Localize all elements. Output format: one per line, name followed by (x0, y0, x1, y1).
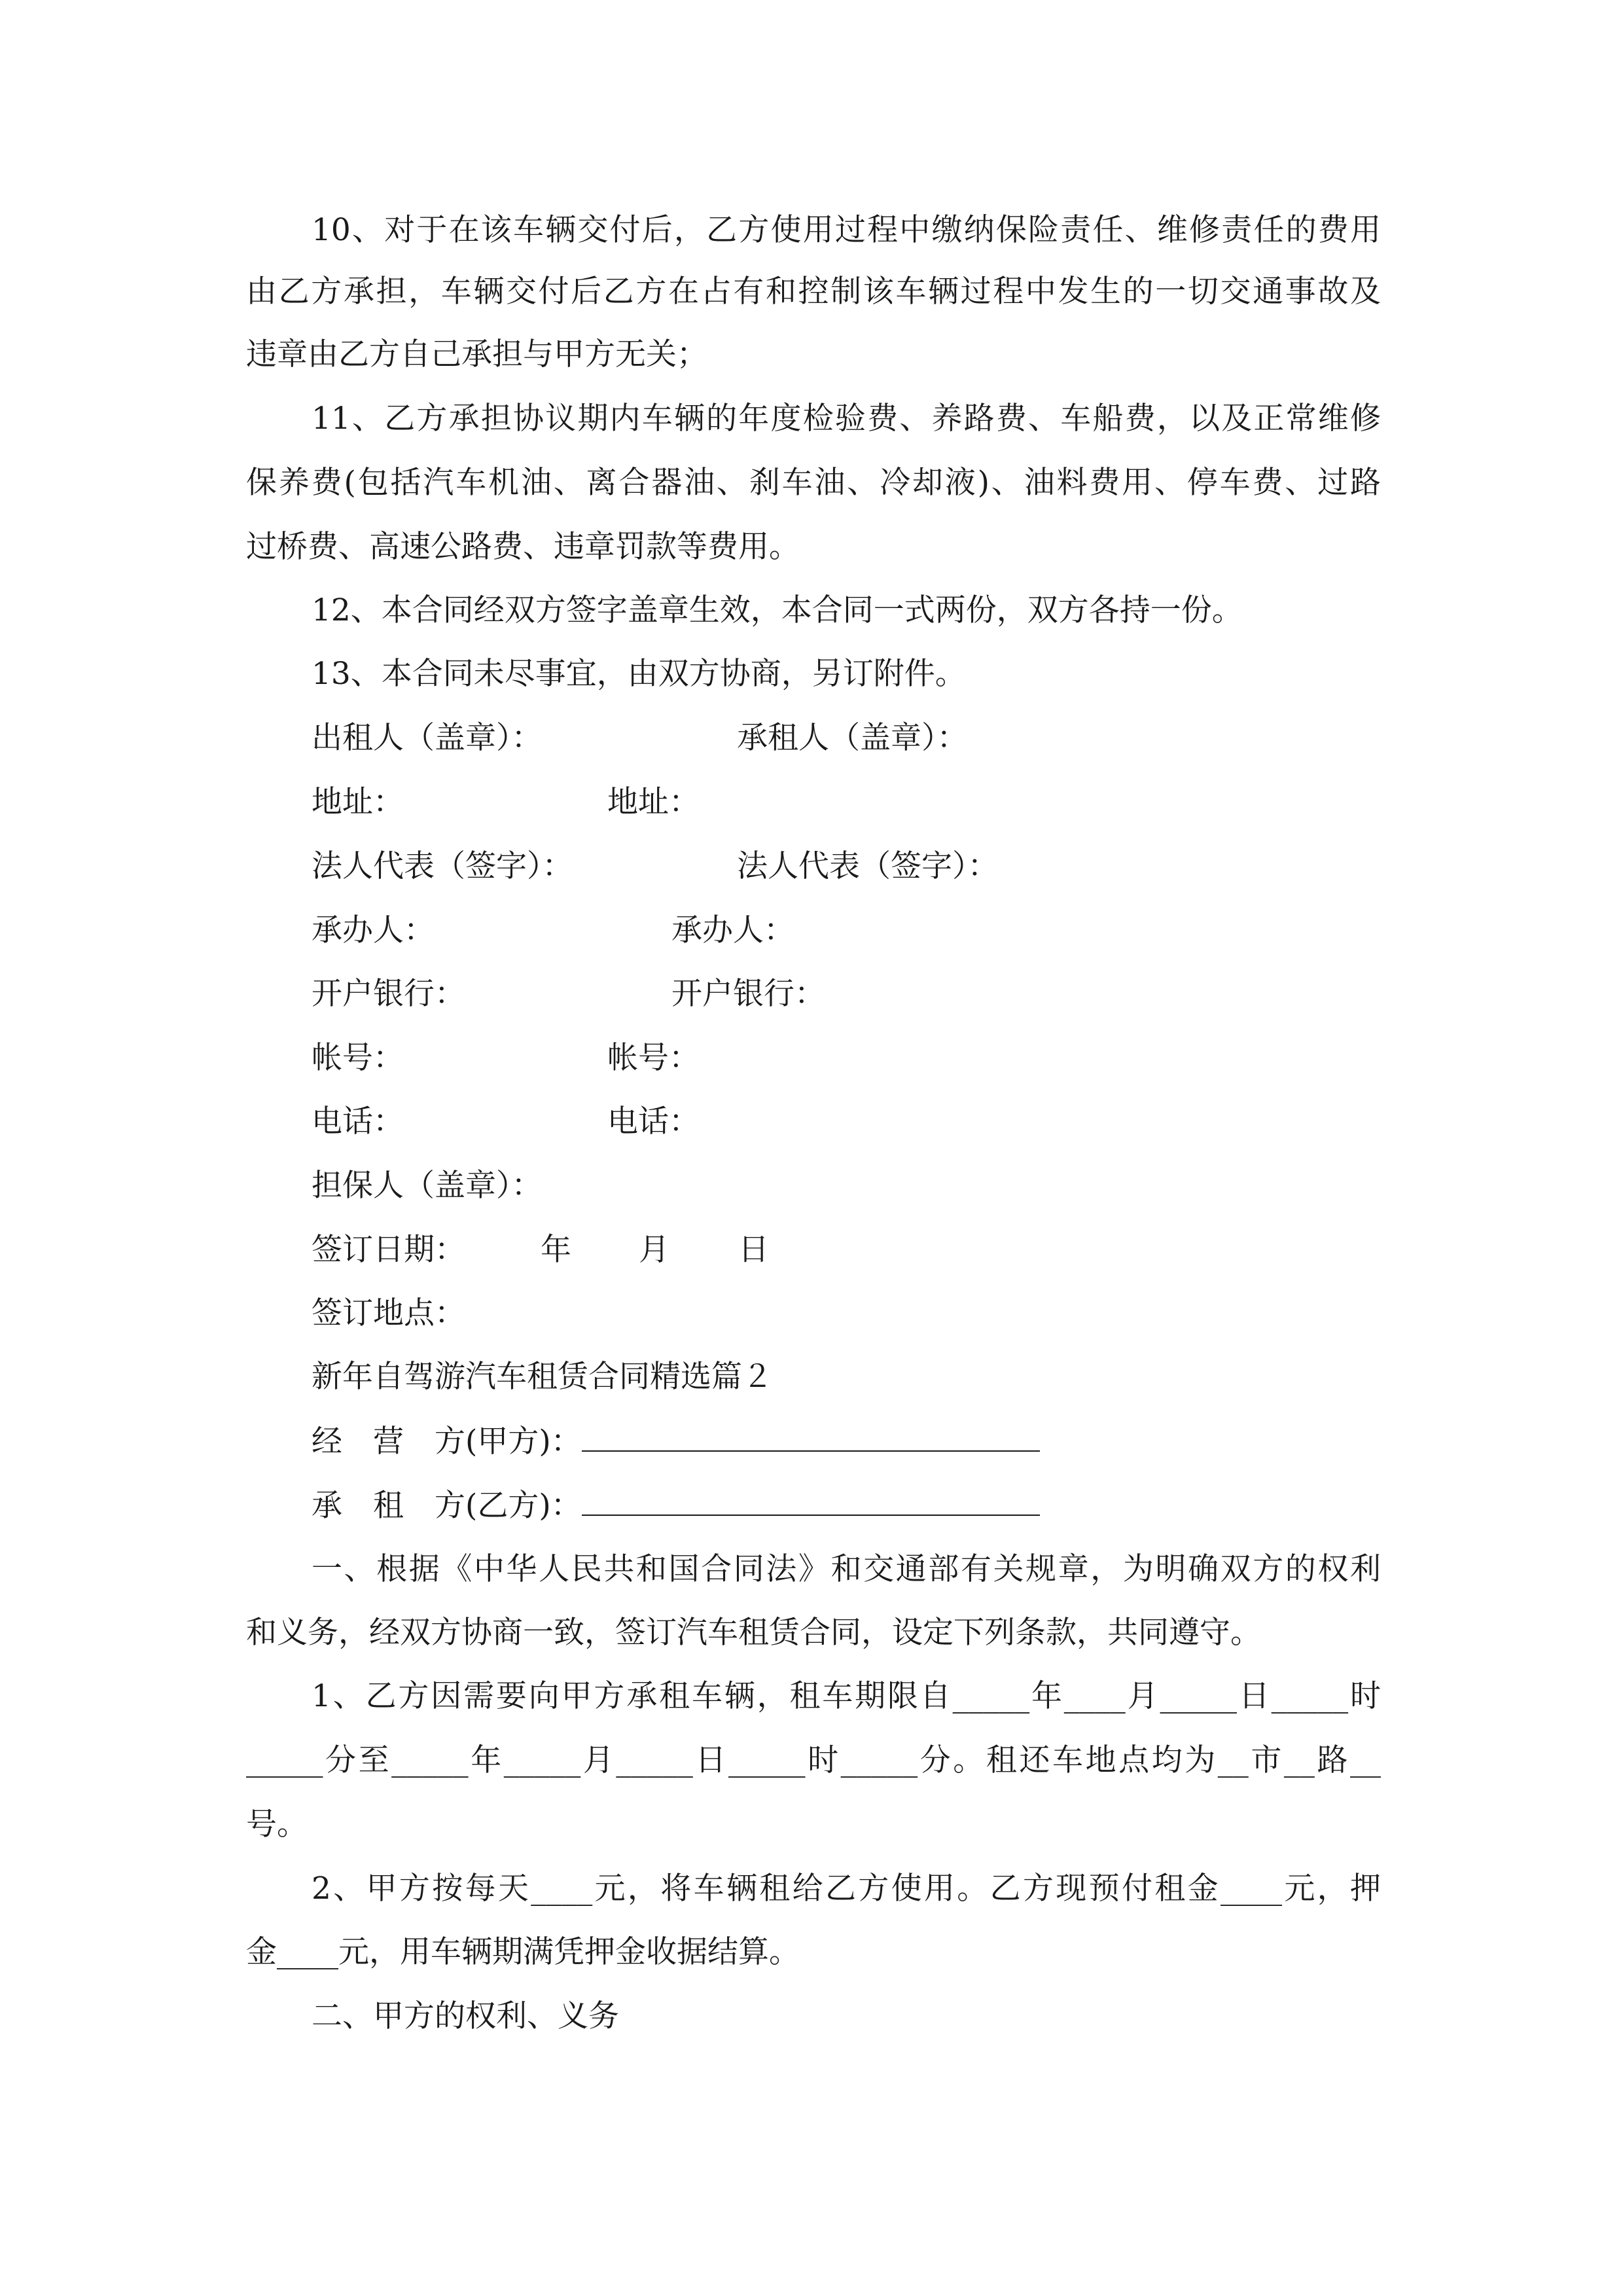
contract-2-intro-line-2: 和义务，经双方协商一致，签订汽车租赁合同，设定下列条款，共同遵守。 (246, 1615, 1261, 1651)
section-2-heading: 二、甲方的权利、义务 (312, 1998, 619, 2034)
contract-2-intro-line-1: 一、根据《中华人民共和国合同法》和交通部有关规章，为明确双方的权利 (312, 1551, 1381, 1587)
item-2-line-2: 金____元，用车辆期满凭押金收据结算。 (246, 1934, 800, 1970)
address-label-a: 地址： (312, 784, 404, 820)
bank-label-b: 开户银行： (671, 976, 825, 1012)
sign-date-label: 签订日期： (312, 1232, 465, 1268)
phone-label-b: 电话： (607, 1103, 700, 1139)
clause-11-line-3: 过桥费、高速公路费、违章罚款等费用。 (246, 529, 800, 565)
item-1-line-3: 号。 (246, 1806, 308, 1842)
lessee-seal-label: 承租人（盖章）： (737, 720, 968, 756)
item-1-line-2: _____分至_____年_____月_____日_____时_____分。租还车地点均为__市__路__ (246, 1742, 1381, 1778)
clause-13: 13、本合同未尽事宜，由双方协商，另订附件。 (312, 656, 966, 692)
clause-10-line-1: 10、对于在该车辆交付后，乙方使用过程中缴纳保险责任、维修责任的费用 (312, 212, 1381, 248)
operator-party-a-label: 经 营 方(甲方)： (312, 1424, 582, 1460)
phone-label-a: 电话： (312, 1103, 404, 1139)
legal-rep-label-b: 法人代表（签字）： (737, 848, 999, 884)
operator-party-a-row (312, 1422, 1040, 1462)
lessee-party-b-label: 承 租 方(乙方)： (312, 1488, 582, 1524)
bank-label-a: 开户银行： (312, 976, 465, 1012)
legal-rep-label-a: 法人代表（签字）： (312, 848, 573, 884)
handler-label-a: 承办人： (312, 912, 435, 948)
clause-10-line-3: 违章由乙方自己承担与甲方无关； (246, 336, 707, 372)
lessee-party-b-blank (582, 1486, 1040, 1516)
clause-11-line-1: 11、乙方承担协议期内车辆的年度检验费、养路费、车船费，以及正常维修 (312, 401, 1381, 437)
guarantor-label: 担保人（盖章）： (312, 1168, 543, 1204)
clause-10-line-2: 由乙方承担，车辆交付后乙方在占有和控制该车辆过程中发生的一切交通事故及 (246, 274, 1381, 310)
sign-date-day: 日 (738, 1232, 769, 1268)
lessee-party-b-row (312, 1486, 1040, 1526)
item-2-line-1: 2、甲方按每天____元，将车辆租给乙方使用。乙方现预付租金____元，押 (312, 1871, 1381, 1907)
sign-date-year: 年 (541, 1232, 571, 1268)
contract-2-title: 新年自驾游汽车租赁合同精选篇２ (312, 1359, 773, 1395)
account-label-a: 帐号： (312, 1040, 404, 1076)
account-label-b: 帐号： (607, 1040, 700, 1076)
item-1-line-1: 1、乙方因需要向甲方承租车辆，租车期限自_____年____月_____日_____时 (312, 1678, 1381, 1714)
sign-date-month: 月 (639, 1232, 669, 1268)
operator-party-a-blank (582, 1422, 1040, 1452)
handler-label-b: 承办人： (671, 912, 794, 948)
address-label-b: 地址： (607, 784, 700, 820)
clause-12: 12、本合同经双方签字盖章生效，本合同一式两份，双方各持一份。 (312, 592, 1243, 628)
lessor-seal-label: 出租人（盖章）： (312, 720, 543, 756)
clause-11-line-2: 保养费(包括汽车机油、离合器油、刹车油、冷却液)、油料费用、停车费、过路 (246, 465, 1381, 501)
sign-place-label: 签订地点： (312, 1295, 465, 1331)
